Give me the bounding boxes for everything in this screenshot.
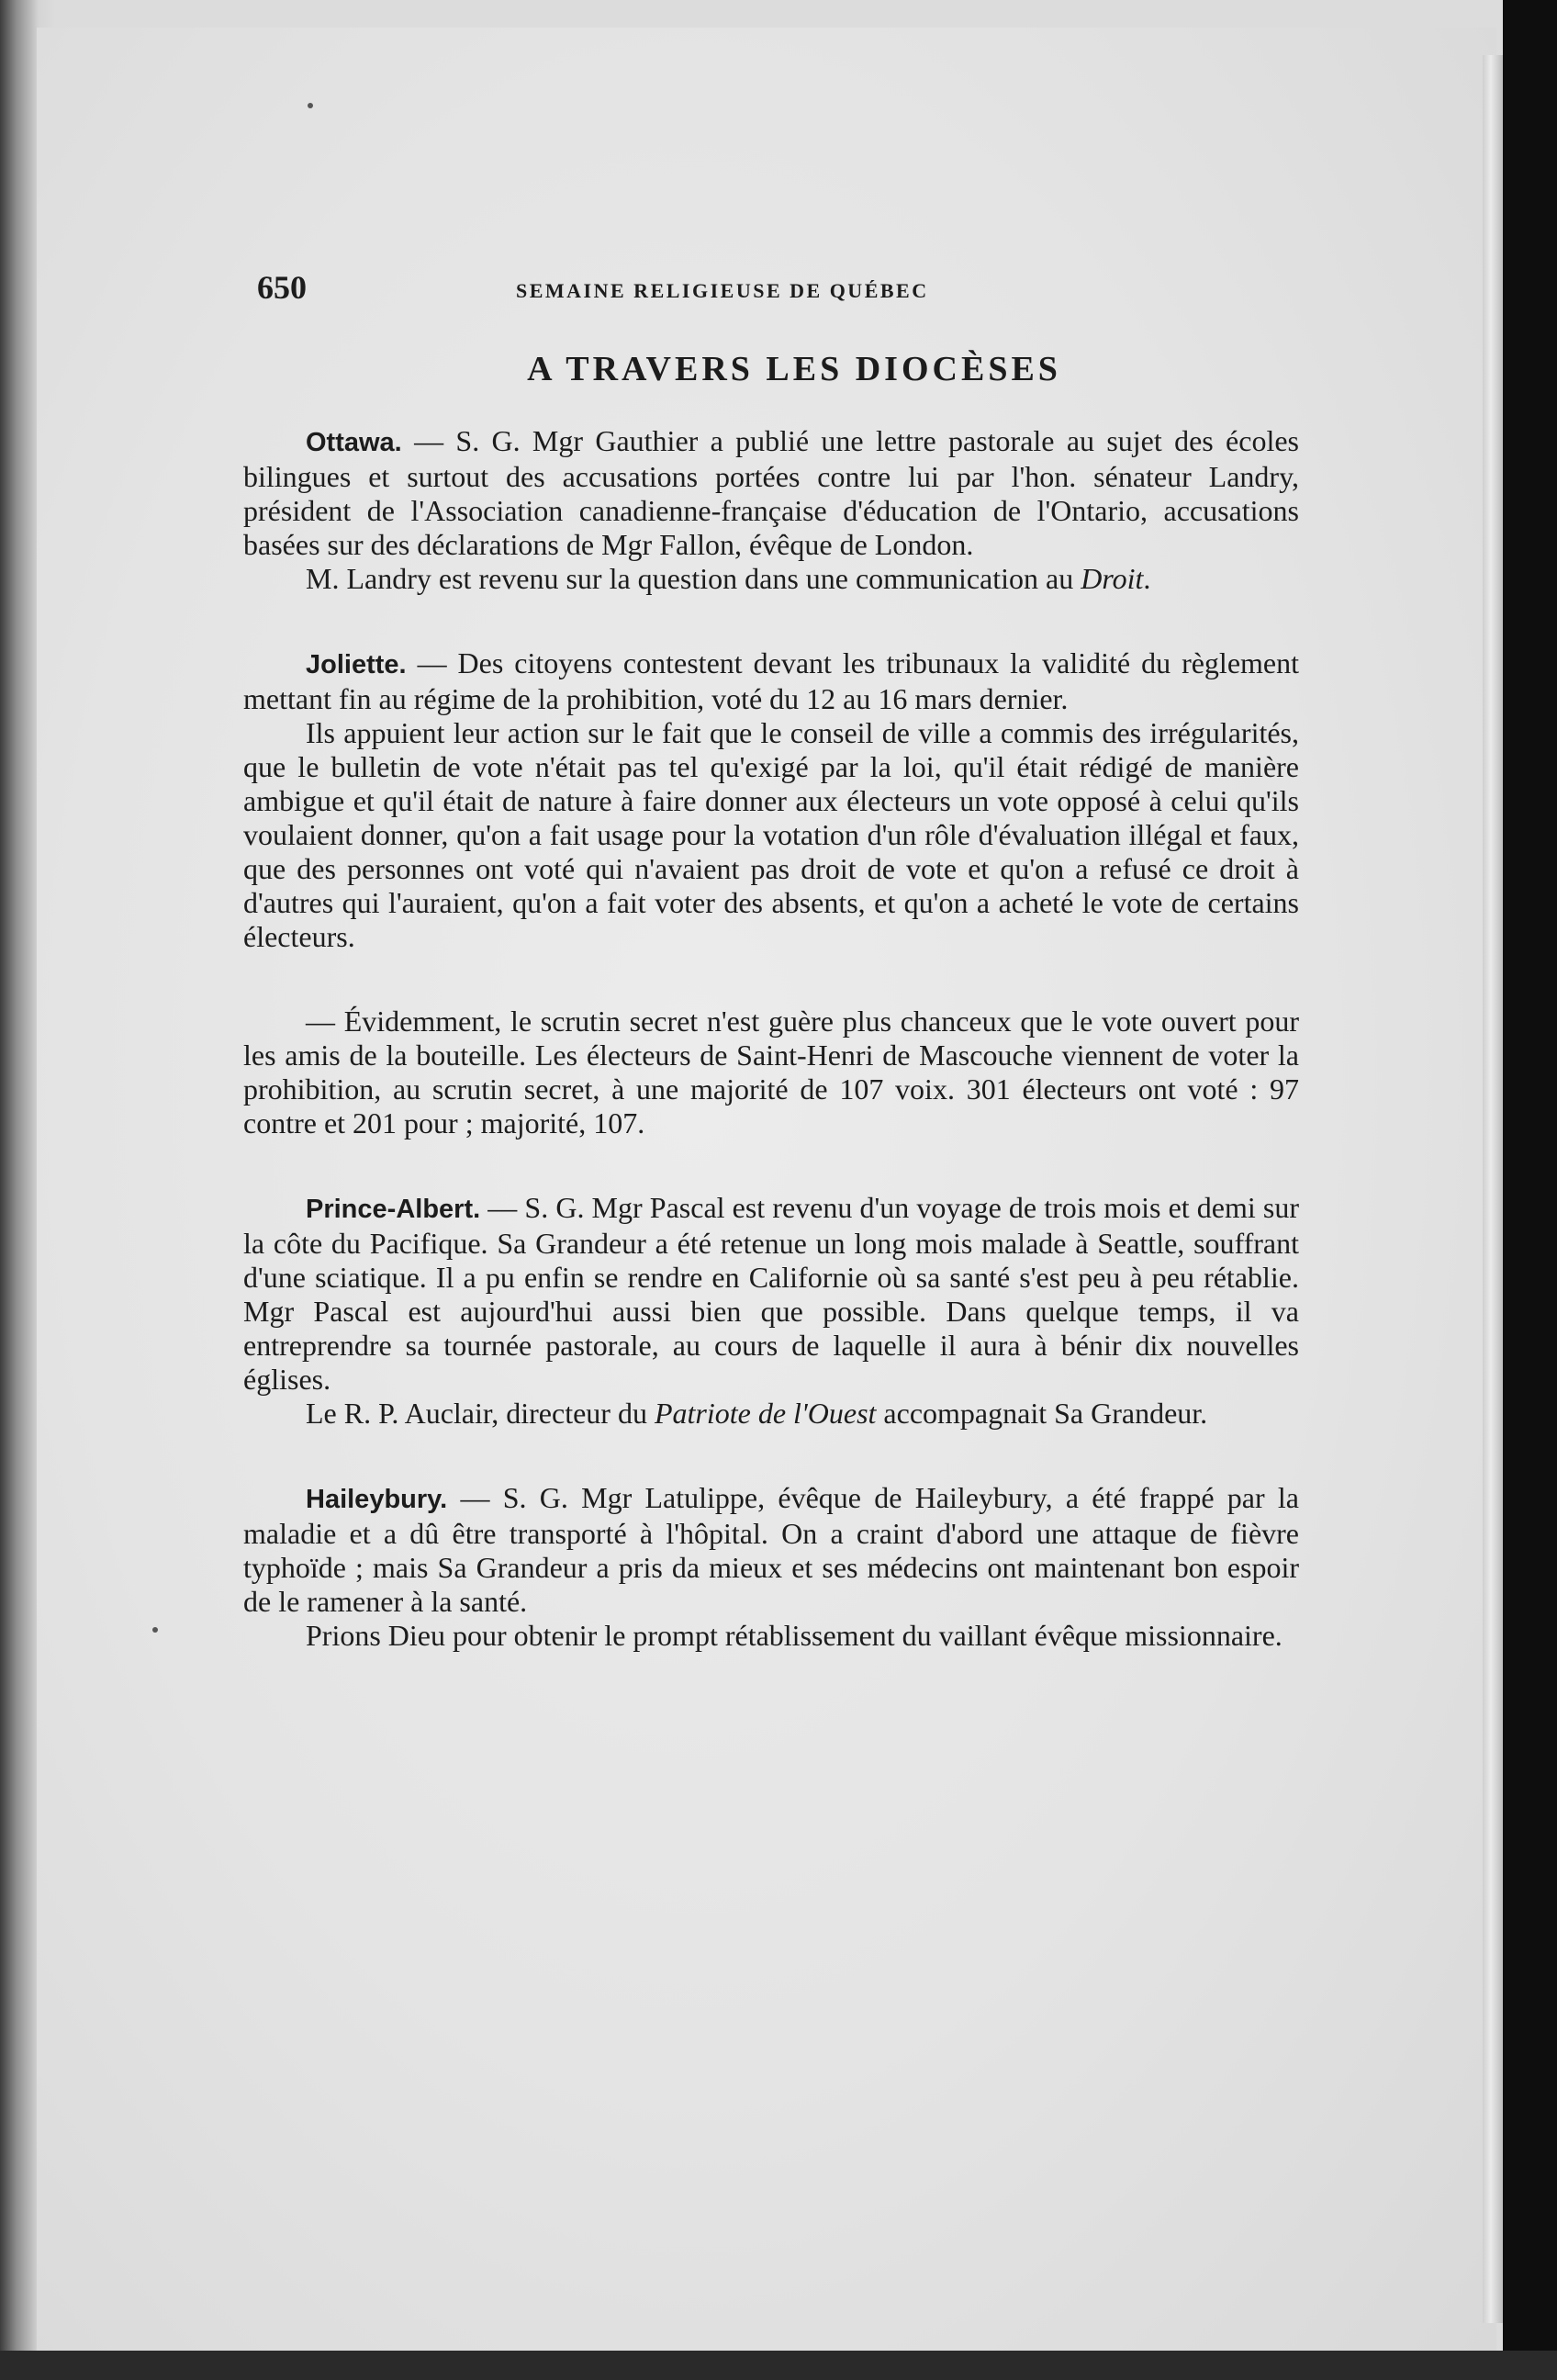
speck-mark (152, 1627, 158, 1633)
ottawa-text-2-end: . (1143, 562, 1151, 595)
section-title: A TRAVERS LES DIOCÈSES (527, 350, 1061, 388)
prince-albert-text-2: Le R. P. Auclair, directeur du (306, 1397, 655, 1430)
ottawa-paragraph-1 (243, 424, 1299, 562)
journal-name-patriote: Patriote de l'Ouest (654, 1397, 877, 1430)
ottawa-paragraph-2 (243, 562, 1299, 596)
joliette-text-1: — Des citoyens contestent devant les tribunaux la validité du règlement mettant fin au régime de la prohibition, voté du 12 au 16 mars dernier. (243, 646, 1300, 715)
speck-mark (308, 103, 313, 108)
journal-name-droit: Droit (1081, 562, 1144, 595)
prince-albert-paragraph-1 (243, 1191, 1299, 1397)
haileybury-paragraph-1 (243, 1481, 1299, 1619)
scan-border-right (1503, 0, 1557, 2380)
joliette-heading: Joliette. (306, 650, 407, 679)
running-header (243, 268, 1299, 305)
prince-albert-text-2-end: accompagnait Sa Grandeur. (876, 1397, 1208, 1430)
running-title: SEMAINE RELIGIEUSE DE QUÉBEC (516, 279, 929, 302)
haileybury-paragraph-2: Prions Dieu pour obtenir le prompt rétablissement du vaillant évêque missionnaire. (306, 1619, 1283, 1652)
ottawa-text-2: M. Landry est revenu sur la question dans une communication au (306, 562, 1081, 595)
prince-albert-text-1: — S. G. Mgr Pascal est revenu d'un voyage de trois mois et demi sur la côte du Pacifique. Sa Grandeur a été retenue un long mois malade à Seattle, souffrant d'une sciatique. Il a pu enfin se rendre en Californie où sa santé s'est peu à peu rétablie. Mgr Pascal est aujourd'hui aussi bien que possible. Dans quelque temps, il va entreprendre sa tournée pastorale, au cours de laquelle il aura à bénir dix nouvelles églises. (243, 1191, 1300, 1396)
mascouche-paragraph: — Évidemment, le scrutin secret n'est guère plus chanceux que le vote ouvert pour les amis de la bouteille. Les électeurs de Saint-Henri de Mascouche viennent de voter la prohibition, au scrutin secret, à une majorité de 107 voix. 301 électeurs ont voté : 97 contre et 201 pour ; majorité, 107. (243, 1005, 1299, 1139)
page-content (243, 268, 1299, 1653)
prince-albert-heading: Prince-Albert. (306, 1195, 481, 1224)
joliette-paragraph-2: Ils appuient leur action sur le fait que le conseil de ville a commis des irrégularités, que le bulletin de vote n'était pas tel qu'exigé par la loi, qu'il était rédigé de manière ambigue et qu'il était de nature à faire donner aux électeurs un vote opposé à celui qu'ils voulaient donner, qu'on a fait usage pour la votation d'un rôle d'évaluation illégal et faux, que des personnes ont voté qui n'avaient pas droit de vote et qu'on a refusé ce droit à d'autres qui l'auraient, qu'on a fait voter des absents, et qu'on a acheté le vote de certains électeurs. (243, 716, 1299, 953)
scan-border-bottom (0, 2351, 1557, 2380)
haileybury-heading: Haileybury. (306, 1485, 448, 1514)
page-number: 650 (257, 269, 307, 306)
ottawa-heading: Ottawa. (306, 428, 402, 457)
joliette-paragraph-1 (243, 646, 1299, 716)
haileybury-text-1: — S. G. Mgr Latulippe, évêque de Haileybury, a été frappé par la maladie et a dû être transporté à l'hôpital. On a craint d'abord une attaque de fièvre typhoïde ; mais Sa Grandeur a pris da mieux et ses médecins ont maintenant bon espoir de le ramener à la santé. (243, 1481, 1300, 1618)
ottawa-text-1: — S. G. Mgr Gauthier a publié une lettre pastorale au sujet des écoles bilingues et surtout des accusations portées contre lui par l'hon. sénateur Landry, président de l'Association canadienne-française d'éducation de l'Ontario, accusations basées sur des déclarations de Mgr Fallon, évêque de London. (243, 424, 1300, 561)
prince-albert-paragraph-2 (243, 1397, 1299, 1431)
page-edge-shadow (1483, 55, 1503, 2323)
